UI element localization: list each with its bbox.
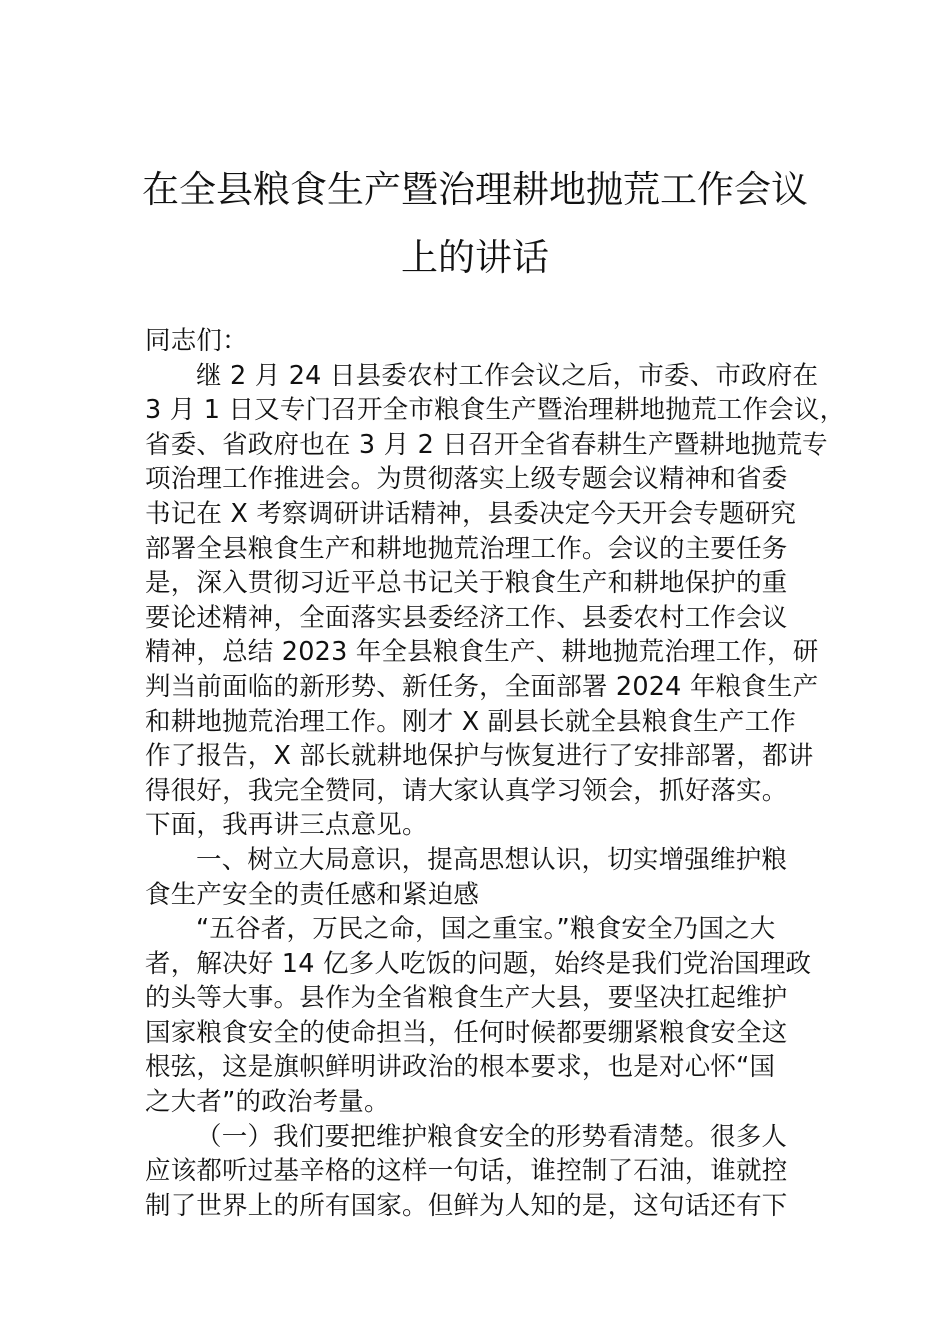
section-heading-line: 一、树立大局意识，提高思想认识，切实增强维护粮: [196, 844, 788, 875]
paragraph-line: 精神，总结 2023 年全县粮食生产、耕地抛荒治理工作，研: [145, 637, 819, 668]
paragraph-line: 者，解决好 14 亿多人吃饭的问题，始终是我们党治国理政: [145, 948, 812, 979]
paragraph-line: “五谷者，万民之命，国之重宝。”粮食安全乃国之大: [196, 914, 776, 945]
paragraph-line: 要论述精神，全面落实县委经济工作、县委农村工作会议: [145, 602, 788, 633]
paragraph-line: 国家粮食安全的使命担当，任何时候都要绷紧粮食安全这: [145, 1017, 788, 1048]
paragraph-line: 部署全县粮食生产和耕地抛荒治理工作。会议的主要任务: [145, 533, 788, 564]
paragraph-line: 下面，我再讲三点意见。: [145, 810, 428, 841]
paragraph-line: 得很好，我完全赞同，请大家认真学习领会，抓好落实。: [145, 775, 788, 806]
paragraph-line: 制了世界上的所有国家。但鲜为人知的是，这句话还有下: [145, 1190, 788, 1221]
paragraph-line: 的头等大事。县作为全省粮食生产大县，要坚决扛起维护: [145, 983, 788, 1014]
paragraph-line: 应该都听过基辛格的这样一句话，谁控制了石油，谁就控: [145, 1156, 788, 1187]
paragraph-line: 省委、省政府也在 3 月 2 日召开全省春耕生产暨耕地抛荒专: [145, 429, 828, 460]
section-heading-line: 食生产安全的责任感和紧迫感: [145, 879, 480, 910]
paragraph-line: 和耕地抛荒治理工作。刚才 X 副县长就全县粮食生产工作: [145, 706, 797, 737]
salutation: 同志们：: [145, 326, 248, 356]
paragraph-line: 根弦，这是旗帜鲜明讲政治的根本要求，也是对心怀“国: [145, 1052, 776, 1083]
page-title-line-1: 在全县粮食生产暨治理耕地抛荒工作会议: [142, 168, 808, 211]
paragraph-line: 判当前面临的新形势、新任务，全面部署 2024 年粮食生产: [145, 671, 819, 702]
paragraph-line: 项治理工作推进会。为贯彻落实上级专题会议精神和省委: [145, 464, 788, 495]
paragraph-line: 继 2 月 24 日县委农村工作会议之后，市委、市政府在: [196, 360, 819, 391]
paragraph-line: （一）我们要把维护粮食安全的形势看清楚。很多人: [196, 1121, 788, 1152]
page-title-line-2: 上的讲话: [401, 236, 549, 279]
paragraph-line: 之大者”的政治考量。: [145, 1087, 390, 1118]
paragraph-line: 是，深入贯彻习近平总书记关于粮食生产和耕地保护的重: [145, 568, 788, 599]
speech-body: [145, 324, 846, 1223]
paragraph-line: 书记在 X 考察调研讲话精神，县委决定今天开会专题研究: [145, 498, 797, 529]
paragraph-line: 3 月 1 日又专门召开全市粮食生产暨治理耕地抛荒工作会议，: [145, 395, 846, 426]
paragraph-line: 作了报告，X 部长就耕地保护与恢复进行了安排部署，都讲: [145, 741, 814, 772]
